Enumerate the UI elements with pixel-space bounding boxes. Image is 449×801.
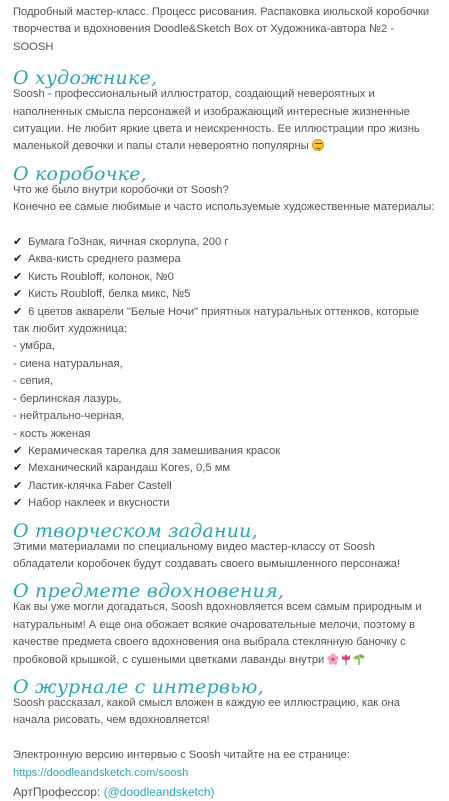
seedling-icon	[353, 653, 365, 665]
list-item	[13, 443, 437, 460]
color-item: - умбра,	[13, 340, 55, 353]
check-icon: ✔	[13, 479, 23, 492]
heading-journal: О журнале с интервью,	[13, 675, 264, 698]
list-item	[13, 495, 437, 512]
list-item	[13, 269, 437, 286]
box-question: Что же было внутри коробочки от Soosh?	[13, 183, 229, 196]
author-handle-link[interactable]: (@doodleandsketch)	[103, 785, 215, 799]
list-item-text: Аква-кисть среднего размера	[28, 253, 181, 266]
list-item	[13, 286, 437, 303]
check-icon: ✔	[13, 288, 23, 301]
cherry-blossom-icon	[327, 653, 339, 665]
artist-text-body: Soosh - профессиональный иллюстратор, создающий невероятных и наполненных смысла персонажей и изображающий интересные жизненные ситуации. Не любит яркие цвета и неискренность. Ее иллюстрации про жизнь маленькой девочки и папы стали невероятно популярны	[13, 88, 420, 153]
color-item: - нейтрально-черная,	[13, 410, 125, 423]
check-icon: ✔	[13, 444, 23, 457]
materials-list	[13, 234, 437, 338]
color-item: - кость жженая	[13, 427, 91, 440]
materials-list-2	[13, 443, 437, 513]
list-item	[13, 304, 437, 339]
list-item-text: 6 цветов акварели "Белые Ночи" приятных натуральных оттенков, которые так любит художница:	[13, 305, 420, 336]
artist-text	[13, 86, 437, 156]
list-item-text: Механический карандаш Kores, 0,5 мм	[28, 462, 231, 475]
tulip-icon	[340, 653, 352, 665]
subject-text	[13, 599, 437, 669]
list-item	[13, 234, 437, 251]
task-text: Этими материалами по специальному видео мастер-классу от Soosh обладатели коробочек будут создавать своего вымышленного персонажа!	[13, 540, 401, 570]
list-item	[13, 251, 437, 268]
author-line	[13, 784, 437, 801]
grinning-face-icon	[312, 139, 324, 151]
journal-online-text: Электронную версию интервью с Soosh читайте на ее странице:	[13, 749, 350, 762]
list-item-text: Кисть Roubloff, колонок, №0	[28, 270, 174, 283]
soosh-page-link[interactable]: https://doodleandsketch.com/soosh	[13, 766, 189, 779]
check-icon: ✔	[13, 497, 23, 510]
check-icon: ✔	[13, 236, 23, 249]
check-icon: ✔	[13, 305, 23, 318]
heading-task: О творческом задании,	[13, 519, 258, 542]
color-item: - сепия,	[13, 375, 54, 388]
check-icon: ✔	[13, 270, 23, 283]
list-item-text: Кисть Roubloff, белка микс, №5	[28, 288, 191, 301]
heading-subject: О предмете вдохновения,	[13, 580, 285, 603]
intro-text: Подробный мастер-класс. Процесс рисования. Распаковка июльской коробочки творчества и вдохновения Doodle&Sketch Box от Художника-автора №2 - SOOSH	[13, 6, 430, 53]
author-label: АртПрофессор:	[13, 785, 101, 799]
journal-text: Soosh рассказал, какой смысл вложен в каждую ее иллюстрацию, как она начала рисовать, чем вдохновляется!	[13, 696, 400, 727]
heading-artist: О художнике,	[13, 67, 158, 90]
list-item	[13, 478, 437, 495]
subject-text-body: Как вы уже могли догадаться, Soosh вдохновляется всем самым природным и натуральным! А еще она обожает всякие очаровательные мелочи, поэтому в качестве предмета своего вдохновения она выбрала стеклянную баночку с пробковой крышкой, с сушеными цветками лаванды внутри	[13, 601, 422, 666]
check-icon: ✔	[13, 253, 23, 266]
list-item-text: Набор наклеек и вкусности	[28, 497, 170, 510]
box-intro: Конечно ее самые любимые и часто используемые художественные материалы:	[13, 201, 435, 214]
check-icon: ✔	[13, 462, 23, 475]
color-item: - берлинская лазурь,	[13, 392, 122, 405]
heading-box: О коробочке,	[13, 162, 147, 185]
color-item: - сиена натуральная,	[13, 357, 123, 370]
list-item-text: Бумага ГоЗнак, яичная скорлупа, 200 г	[28, 236, 229, 249]
list-item-text: Ластик-клячка Faber Castell	[28, 479, 172, 492]
color-list	[13, 338, 437, 442]
list-item	[13, 460, 437, 477]
list-item-text: Керамическая тарелка для замешивания красок	[28, 444, 281, 457]
